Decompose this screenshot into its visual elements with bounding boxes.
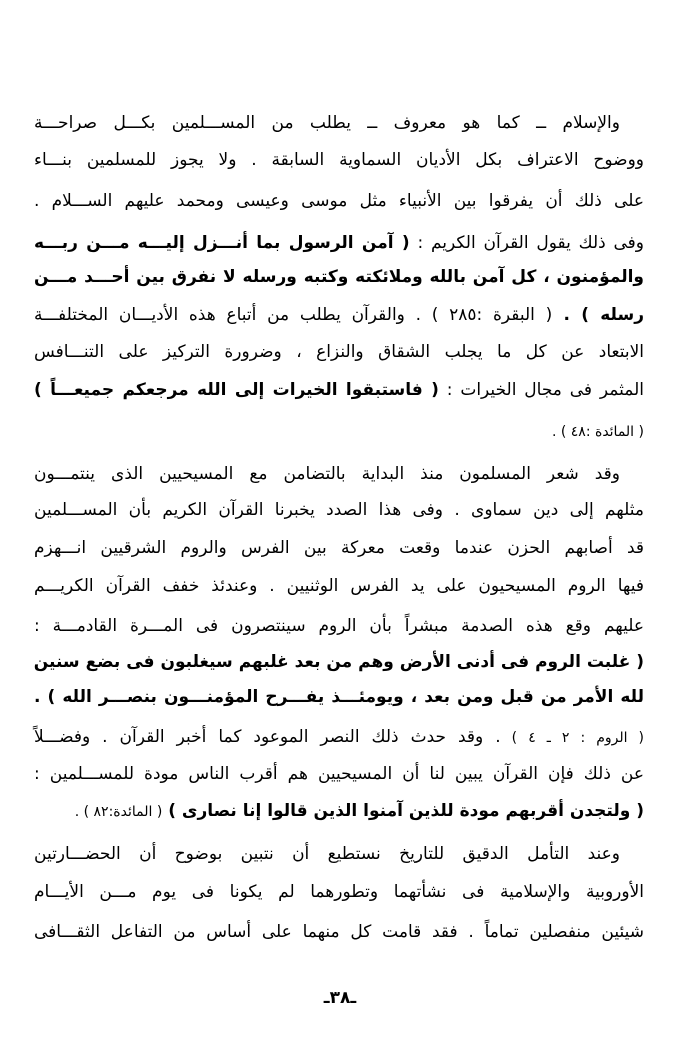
text-line	[34, 228, 644, 258]
body-text: ( المائدة :٤٨ ) .	[551, 424, 644, 440]
body-text: ( المائدة:٨٢ ) .	[74, 804, 163, 820]
body-text: المثمر فى مجال الخيرات :	[438, 380, 644, 400]
text-line	[34, 337, 644, 367]
body-text: وفى ذلك يقول القرآن الكريم :	[409, 233, 644, 253]
body-text: الأوروبية والإسلامية فى نشأتهما وتطورهما لم يكونا فى يوم مـــن الأيـــام	[34, 882, 644, 902]
quran-verse-text: ( آمن الرسول بما أنـــزل إليـــه مـــن ربـــه	[34, 233, 410, 253]
text-line	[34, 186, 644, 216]
quran-verse-text: لله الأمر من قبل ومن بعد ، ويومئـــذ يفـــرح المؤمنـــون بنصـــر الله ) .	[34, 687, 644, 707]
body-text: فيها الروم المسيحيون على يد الفرس الوثنيين . وعندئذ خفف القرآن الكريـــم	[34, 576, 644, 596]
text-line	[34, 300, 644, 330]
quran-verse-text: والمؤمنون ، كل آمن بالله وملائكته وكتبه ورسله لا نفرق بين أحـــد مـــن	[34, 267, 644, 287]
text-line	[34, 375, 644, 405]
body-text: ( البقرة :٢٨٥ ) . والقرآن يطلب من أتباع هذه الأديـــان المختلفـــة	[34, 305, 553, 325]
text-line	[34, 145, 644, 175]
body-text: شيئين منفصلين تماماً . فقد قامت كل منهما على أساس من التفاعل الثقـــافى	[34, 922, 644, 942]
body-text: قد أصابهم الحزن عندما وقعت معركة بين الفرس والروم الشرقيين انـــهزم	[34, 538, 644, 558]
text-line	[34, 533, 644, 563]
text-line	[34, 571, 644, 601]
text-line	[34, 796, 644, 827]
quran-verse-text: ( غلبت الروم فى أدنى الأرض وهم من بعد غلبهم سيغلبون فى بضع سنين	[33, 652, 644, 672]
body-text: وعند التأمل الدقيق للتاريخ نستطيع أن نتبين بوضوح أن الحضـــارتين	[34, 844, 620, 864]
body-text: الابتعاد عن كل ما يجلب الشقاق والنزاع ، وضرورة التركيز على التنـــافس	[34, 342, 644, 362]
body-text: ( الروم : ٢ ـ ٤ )	[500, 730, 644, 746]
text-line	[34, 459, 620, 489]
body-text: وقد شعر المسلمون منذ البداية بالتضامن مع المسيحيين الذى ينتمـــون	[34, 464, 620, 484]
text-line	[34, 262, 644, 292]
quran-verse-text: ( ولتجدن أقربهم مودة للذين آمنوا الذين قالوا إنا نصارى )	[162, 801, 644, 821]
body-text: والإسلام ــ كما هو معروف ــ يطلب من المســـلمين بكـــل صراحـــة	[34, 113, 620, 133]
page-number: ـ٣٨ـ	[323, 988, 357, 1008]
text-line	[34, 759, 644, 789]
body-text: مثلهم إلى دين سماوى . وفى هذا الصدد يخبرنا القرآن الكريم بأن المســـلمين	[34, 500, 644, 520]
quran-verse-text: ( فاستبقوا الخيرات إلى الله مرجعكم جميعـــاً )	[34, 380, 439, 400]
text-line	[34, 877, 644, 907]
text-line	[34, 108, 620, 138]
body-text: على ذلك أن يفرقوا بين الأنبياء مثل موسى وعيسى ومحمد عليهم الســـلام .	[34, 191, 644, 211]
quran-verse-text: رسله ) .	[552, 305, 644, 325]
body-text: عليهم وقع هذه الصدمة مبشراً بأن الروم سينتصرون فى المـــرة القادمـــة :	[34, 616, 644, 636]
body-text: ووضوح الاعتراف بكل الأديان السماوية السابقة . ولا يجوز للمسلمين بنـــاء	[34, 150, 644, 170]
text-line	[34, 647, 644, 677]
text-line	[34, 839, 620, 869]
text-line	[34, 416, 644, 447]
body-text: . وقد حدث ذلك النصر الموعود كما أخبر القرآن . وفضـــلاً	[34, 727, 501, 747]
text-line	[34, 917, 644, 947]
text-line	[34, 682, 644, 712]
text-line	[34, 495, 644, 525]
body-text: عن ذلك فإن القرآن يبين لنا أن المسيحيين هم أقرب الناس مودة للمســـلمين :	[34, 764, 644, 784]
text-line	[34, 722, 644, 753]
text-line	[34, 611, 644, 641]
